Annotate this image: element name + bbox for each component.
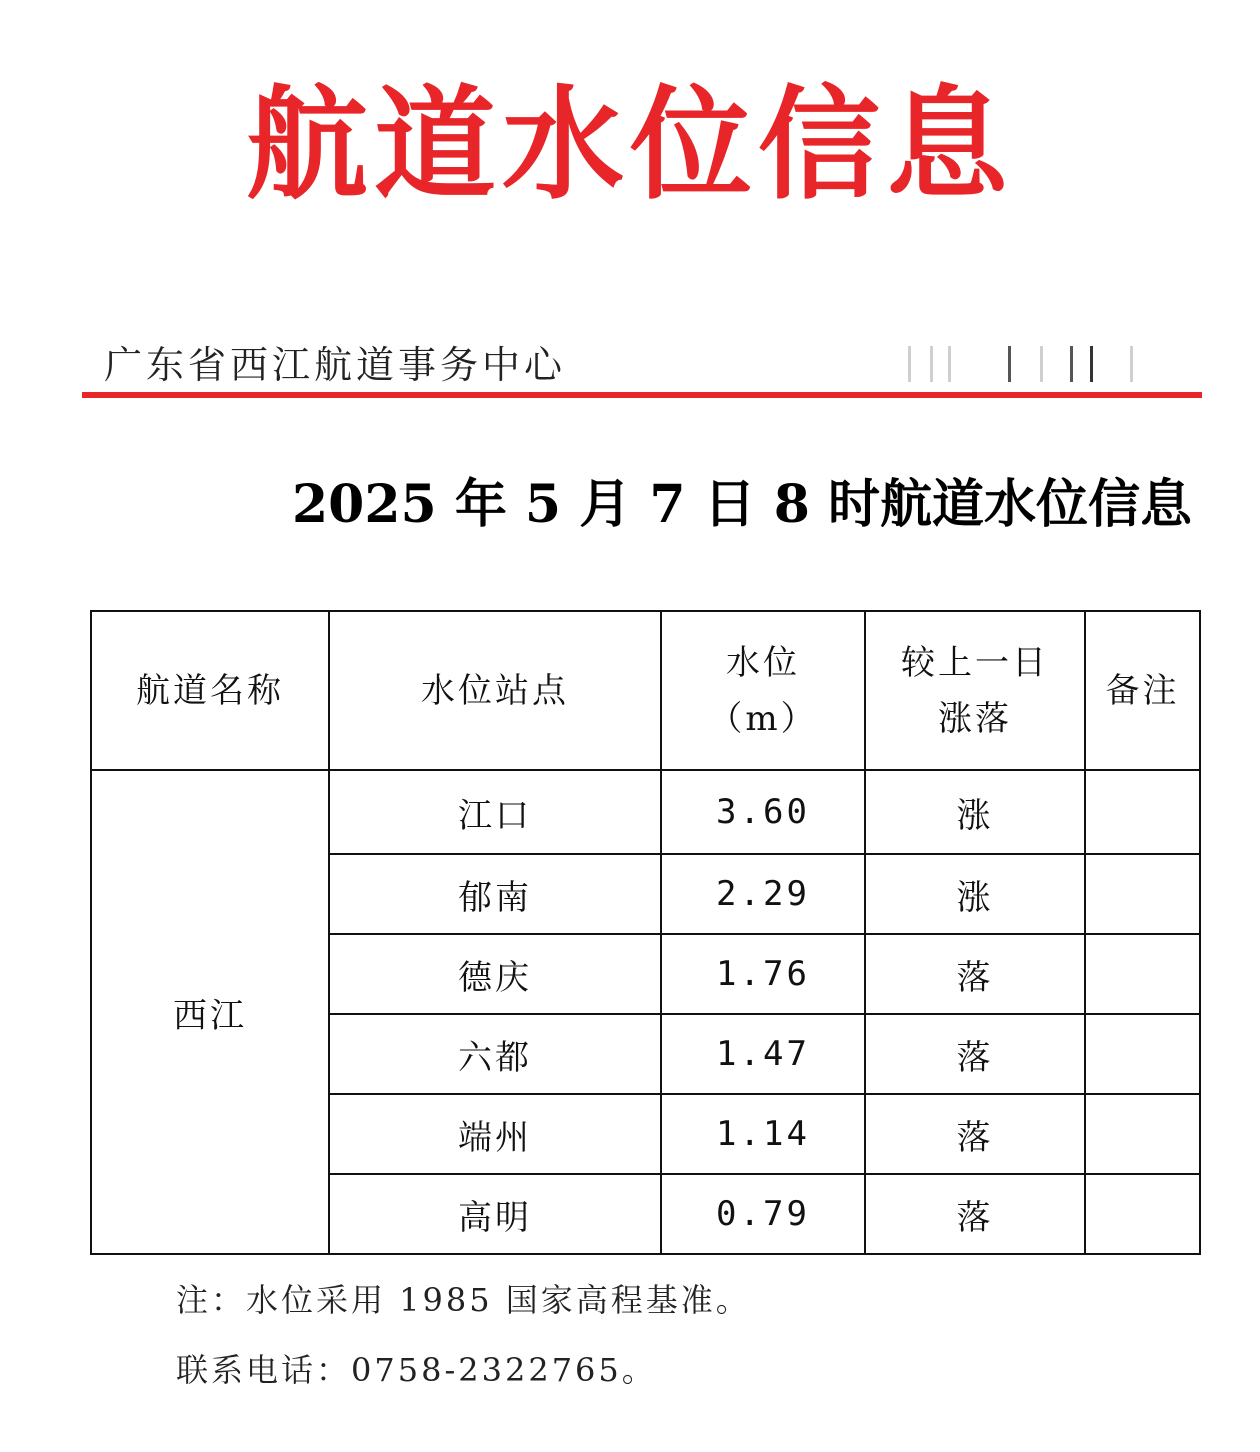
table-header-row — [91, 611, 1200, 770]
change-cell: 落 — [865, 1014, 1085, 1094]
header-remark: 备注 — [1085, 611, 1200, 770]
remark-cell — [1085, 1014, 1200, 1094]
header-rule — [82, 392, 1202, 398]
station-cell: 德庆 — [329, 934, 661, 1014]
remark-cell — [1085, 1174, 1200, 1254]
header-change-line2: 涨落 — [938, 698, 1012, 739]
station-cell: 六都 — [329, 1014, 661, 1094]
faded-marks — [900, 346, 1170, 382]
water-level-table — [90, 610, 1201, 1255]
channel-name-cell: 西江 — [91, 770, 329, 1254]
document-title: 2025 年 5 月 7 日 8 时航道水位信息 — [292, 474, 1192, 535]
level-cell: 1.47 — [661, 1014, 865, 1094]
banner-title: 航道水位信息 — [246, 74, 1014, 216]
station-cell: 端州 — [329, 1094, 661, 1174]
change-cell: 落 — [865, 1174, 1085, 1254]
level-cell: 1.14 — [661, 1094, 865, 1174]
change-cell: 落 — [865, 1094, 1085, 1174]
org-name: 广东省西江航道事务中心 — [104, 343, 567, 387]
header-level-line1: 水位 — [726, 642, 800, 683]
header-change — [865, 611, 1085, 770]
change-cell: 落 — [865, 934, 1085, 1014]
datum-note: 注：水位采用 1985 国家高程基准。 — [176, 1281, 751, 1319]
header-level-line2: （m） — [708, 698, 818, 739]
remark-cell — [1085, 854, 1200, 934]
level-cell: 0.79 — [661, 1174, 865, 1254]
station-cell: 江口 — [329, 770, 661, 854]
header-station: 水位站点 — [329, 611, 661, 770]
contact-note: 联系电话：0758-2322765。 — [176, 1351, 657, 1389]
remark-cell — [1085, 934, 1200, 1014]
header-channel: 航道名称 — [91, 611, 329, 770]
remark-cell — [1085, 1094, 1200, 1174]
header-level — [661, 611, 865, 770]
level-cell: 3.60 — [661, 770, 865, 854]
header-change-line1: 较上一日 — [901, 642, 1049, 683]
change-cell: 涨 — [865, 770, 1085, 854]
level-cell: 2.29 — [661, 854, 865, 934]
change-cell: 涨 — [865, 854, 1085, 934]
remark-cell — [1085, 770, 1200, 854]
level-cell: 1.76 — [661, 934, 865, 1014]
table-row — [91, 770, 1200, 854]
station-cell: 郁南 — [329, 854, 661, 934]
station-cell: 高明 — [329, 1174, 661, 1254]
